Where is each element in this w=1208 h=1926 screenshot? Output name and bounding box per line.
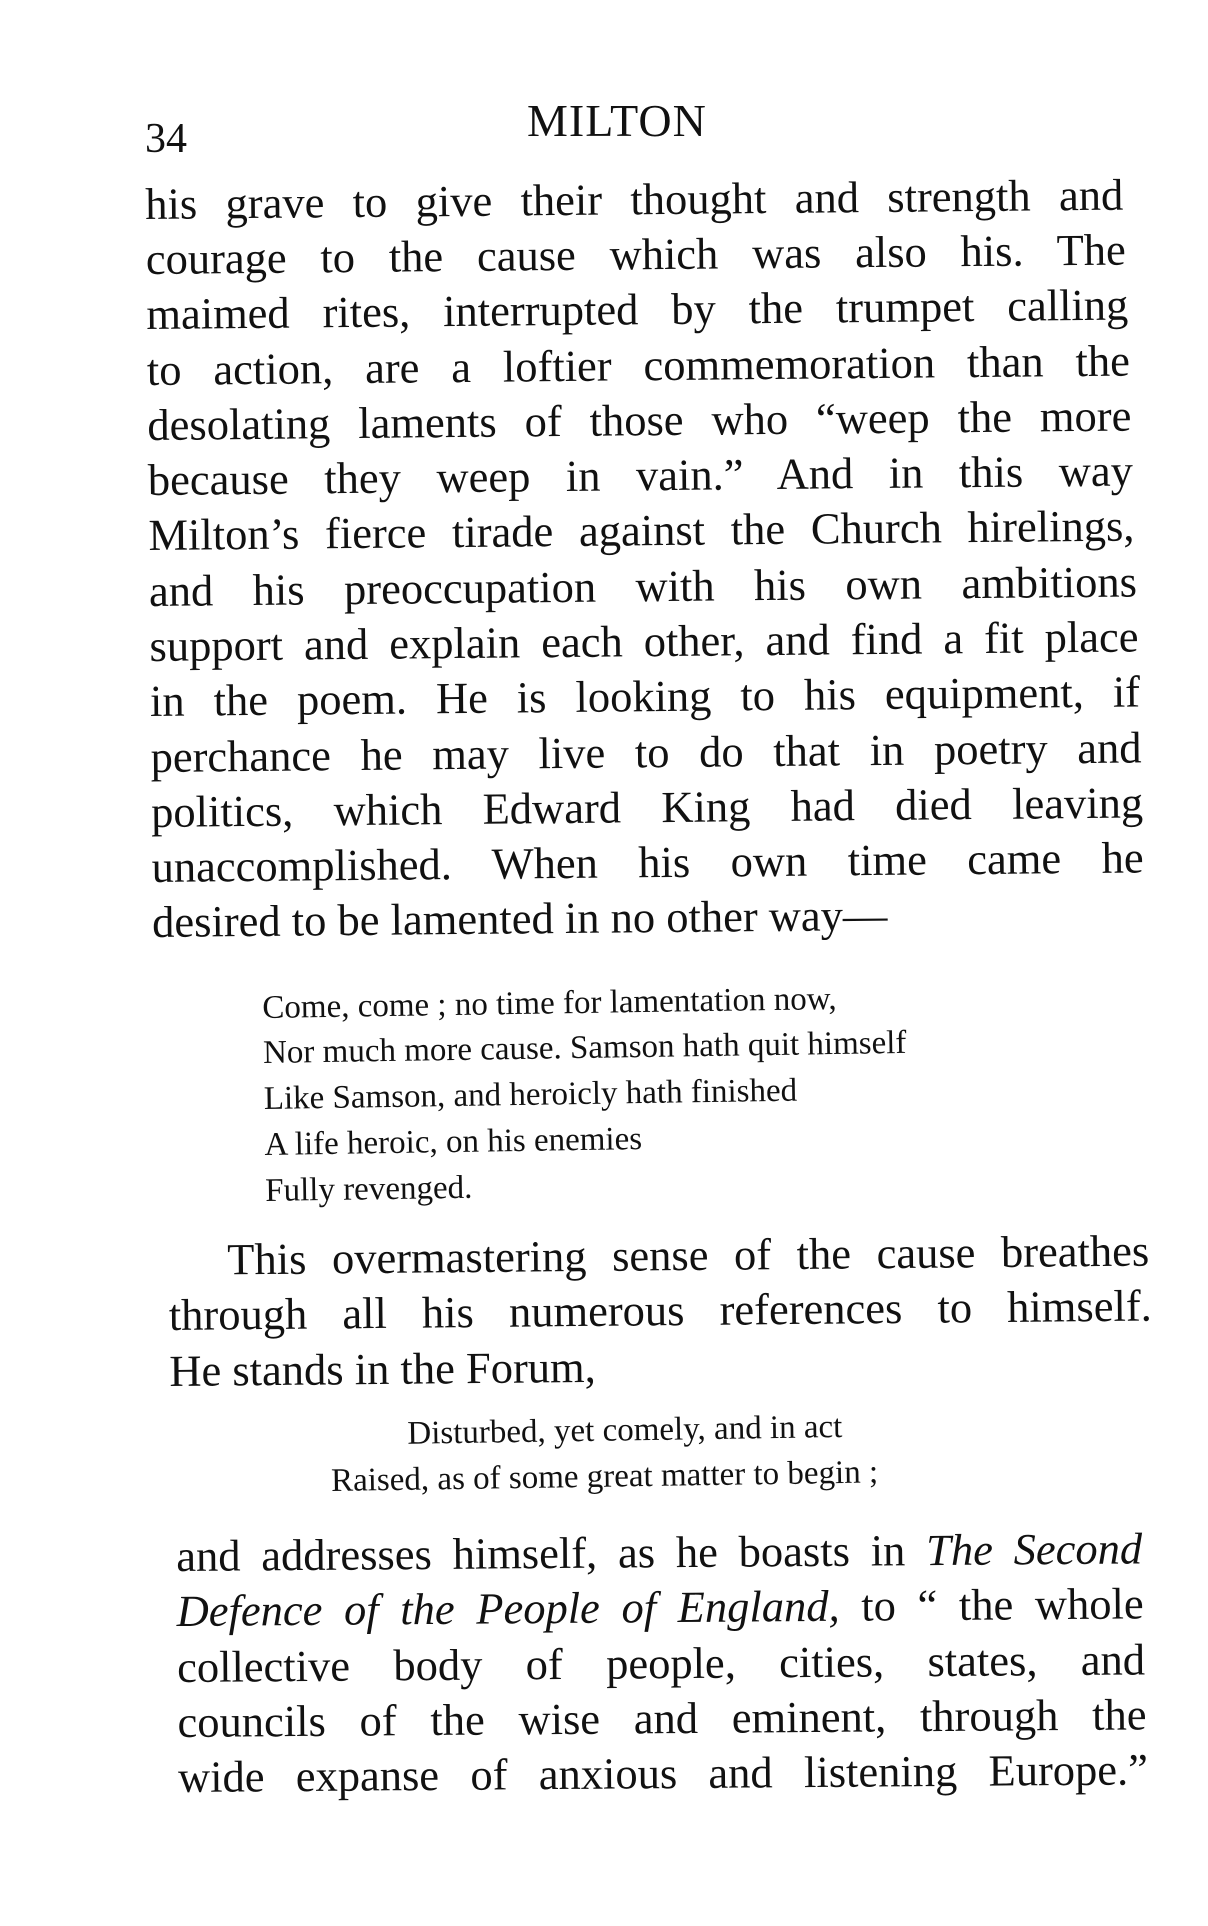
verse-quote-2: [330, 1400, 1090, 1499]
text-line: his grave to give their thought and strength and: [145, 169, 1124, 229]
verse-line: A life heroic, on his enemies: [264, 1121, 643, 1163]
text-line: to action, are a loftier commemoration than the: [146, 335, 1131, 395]
text-line: collective body of people, cities, states, and: [176, 1634, 1146, 1692]
text-line: politics, which Edward King had died leaving: [150, 777, 1144, 837]
text-line: maimed rites, interrupted by the trumpet calling: [146, 279, 1129, 339]
paragraph-2: [168, 1222, 1168, 1396]
text-line: courage to the cause which was also his. The: [145, 224, 1126, 284]
text-line: desolating laments of those who “weep the more: [147, 390, 1132, 450]
text-line: councils of the wise and eminent, through the: [177, 1689, 1147, 1747]
verse-quote-1: [262, 972, 1062, 1209]
text-line: Milton’s fierce tirade against the Church hirelings,: [148, 500, 1135, 560]
text-line: This overmastering sense of the cause breathes: [227, 1225, 1150, 1285]
verse-line: Fully revenged.: [264, 1169, 473, 1209]
page-number: 34: [145, 116, 187, 162]
text-line: wide expanse of anxious and listening Europe.”: [177, 1744, 1149, 1802]
text-line: [176, 1520, 1142, 1584]
verse-line: Come, come ; no time for lamentation now,: [262, 980, 837, 1026]
book-title: The Second: [925, 1523, 1143, 1576]
text-line: and his preoccupation with his own ambitions: [148, 556, 1138, 616]
text-line: [176, 1575, 1143, 1639]
text-line: support and explain each other, and find a fit place: [149, 611, 1139, 671]
text-line: in the poem. He is looking to his equipment, if: [149, 666, 1141, 726]
text-line: He stands in the Forum,: [169, 1341, 596, 1396]
paragraph-3: [176, 1520, 1176, 1802]
paragraph-1: [145, 166, 1145, 947]
text-line: because they weep in vain.” And in this way: [147, 445, 1134, 505]
running-title: MILTON: [527, 95, 707, 146]
verse-line: Like Samson, and heroicly hath finished: [263, 1072, 798, 1117]
text-run: to “ the whole: [861, 1578, 1144, 1631]
verse-line: Raised, as of some great matter to begin ;: [330, 1454, 879, 1499]
text-line: through all his numerous references to himself.: [168, 1280, 1152, 1340]
verse-line: Nor much more cause. Samson hath quit himself: [262, 1024, 907, 1071]
text-line: perchance he may live to do that in poetry and: [150, 722, 1142, 782]
text-line: desired to be lamented in no other way—: [151, 889, 888, 947]
book-title: Defence of the People of England,: [176, 1580, 840, 1636]
text-line: unaccomplished. When his own time came he: [151, 832, 1144, 892]
text-run: and addresses himself, as he boasts in: [176, 1525, 906, 1581]
verse-line: Disturbed, yet comely, and in act: [407, 1408, 843, 1452]
